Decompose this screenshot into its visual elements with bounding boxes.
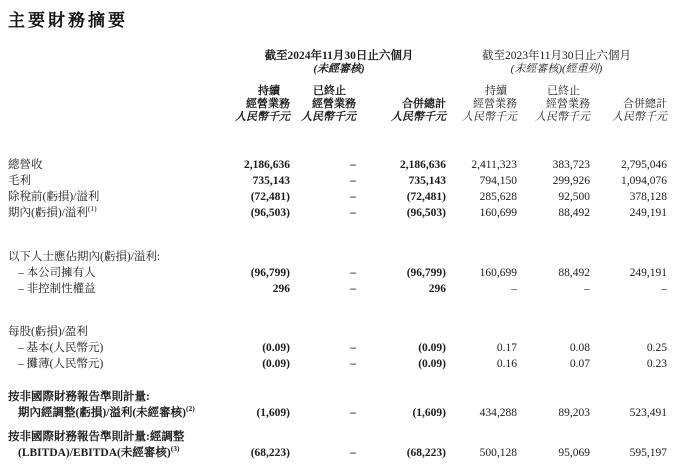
spacer-cell — [8, 297, 667, 324]
unit-label: 人民幣千元 — [301, 111, 356, 123]
column-header-combined-2024: 合併總計 — [402, 98, 446, 110]
table-row — [8, 405, 667, 421]
value-cell: 735,143 — [408, 175, 446, 187]
column-header-combined-2023: 合併總計 — [623, 98, 668, 110]
spacer-cell — [8, 372, 667, 389]
value-cell: (0.09) — [262, 342, 290, 354]
value-cell: (0.09) — [418, 358, 446, 370]
spacer-row — [8, 221, 667, 249]
label-column-spacer — [8, 63, 232, 85]
value-cell: – — [350, 267, 356, 279]
table-body — [8, 124, 667, 461]
value-cell: – — [350, 159, 356, 171]
column-header-discontinued-2024: 已終止 經營業務 — [312, 85, 356, 110]
table-row — [8, 205, 667, 221]
unit-label: 人民幣千元 — [462, 111, 517, 123]
value-cell — [446, 249, 517, 265]
table-row — [8, 173, 667, 189]
value-cell: 249,191 — [629, 207, 668, 219]
value-cell: 296 — [272, 283, 290, 295]
spacer-cell — [8, 221, 667, 249]
value-cell — [446, 324, 517, 340]
financial-summary-table — [8, 50, 667, 461]
unit-label: 人民幣千元 — [235, 111, 290, 123]
value-cell: (1,609) — [412, 407, 446, 419]
value-cell: 2,411,323 — [471, 159, 517, 171]
value-cell: – — [350, 191, 356, 203]
value-cell: (96,503) — [250, 207, 290, 219]
column-header-row — [8, 85, 667, 111]
value-cell — [232, 389, 290, 405]
value-cell: 88,492 — [558, 207, 590, 219]
value-cell: – — [350, 283, 356, 295]
spacer-row — [8, 124, 667, 157]
spacer-cell — [8, 421, 667, 429]
value-cell: 0.17 — [496, 342, 517, 354]
column-header-continuing-2024: 持續 經營業務 — [246, 85, 290, 110]
unit-row — [8, 111, 667, 124]
footnote-ref: (1) — [87, 204, 97, 214]
value-cell: 378,128 — [629, 191, 668, 203]
value-cell: (0.09) — [418, 342, 446, 354]
value-cell — [517, 249, 590, 265]
table-row — [8, 324, 667, 340]
row-label: – 基本(人民幣元) — [18, 342, 104, 354]
value-cell: (68,223) — [406, 447, 446, 459]
value-cell: 500,128 — [479, 447, 517, 459]
value-cell: – — [350, 342, 356, 354]
period-note-2024: (未經審核) — [313, 63, 365, 75]
value-cell — [517, 324, 590, 340]
row-label: 總營收 — [8, 159, 43, 171]
unit-label: 人民幣千元 — [612, 111, 668, 123]
table-row — [8, 356, 667, 372]
table-row — [8, 445, 667, 461]
value-cell: (96,799) — [406, 267, 446, 279]
footnote-ref: (2) — [186, 404, 195, 414]
value-cell: 1,094,076 — [621, 175, 668, 187]
table-row — [8, 389, 667, 405]
value-cell — [590, 429, 667, 445]
value-cell: – — [350, 407, 356, 419]
value-cell: – — [511, 283, 517, 295]
label-column-spacer — [8, 50, 232, 63]
value-cell: (0.09) — [262, 358, 290, 370]
value-cell — [290, 429, 356, 445]
period-note-2023: (未經審核)(經重列) — [510, 63, 603, 75]
value-cell: 285,628 — [479, 191, 517, 203]
row-label: 期內(虧損)/溢利$^{(1)}$ — [8, 204, 97, 219]
row-label: (LBITDA)/EBITDA(未經審核)$^{(3)}$ — [18, 444, 180, 459]
value-cell — [590, 324, 667, 340]
table-row — [8, 429, 667, 445]
row-label: 每股(虧損)/盈利 — [8, 326, 88, 338]
value-cell: 2,795,046 — [621, 159, 668, 171]
value-cell: – — [350, 447, 356, 459]
period-note-row — [8, 63, 667, 85]
value-cell — [356, 249, 446, 265]
value-cell: 595,197 — [629, 447, 668, 459]
period-header-2023: 截至2023年11月30日止六個月 — [481, 50, 632, 62]
value-cell: – — [350, 358, 356, 370]
value-cell: – — [661, 283, 668, 295]
value-cell: (96,799) — [250, 267, 290, 279]
row-label: 按非國際財務報告準則計量:經調整 — [8, 431, 185, 443]
row-label: 毛利 — [8, 175, 31, 187]
value-cell: 95,069 — [558, 447, 590, 459]
value-cell: 523,491 — [629, 407, 668, 419]
row-label: 按非國際財務報告準則計量: — [8, 391, 150, 403]
value-cell — [290, 389, 356, 405]
value-cell: (1,609) — [256, 407, 290, 419]
value-cell — [356, 324, 446, 340]
value-cell — [590, 389, 667, 405]
table-row — [8, 340, 667, 356]
value-cell — [356, 389, 446, 405]
row-label: 除稅前(虧損)/溢利 — [8, 191, 100, 203]
value-cell: 89,203 — [558, 407, 590, 419]
spacer-cell — [8, 124, 667, 157]
value-cell: 383,723 — [552, 159, 590, 171]
page-title: 主要財務摘要 — [8, 11, 128, 30]
value-cell — [232, 429, 290, 445]
value-cell: – — [350, 207, 356, 219]
value-cell: 160,699 — [479, 207, 517, 219]
value-cell: 0.08 — [569, 342, 590, 354]
table-row — [8, 189, 667, 205]
footnote-ref: (3) — [170, 444, 180, 454]
value-cell — [590, 249, 667, 265]
value-cell: 88,492 — [558, 267, 590, 279]
value-cell: (72,481) — [250, 191, 290, 203]
value-cell: 2,186,636 — [244, 159, 290, 171]
row-label: 以下人士應佔期內(虧損)/溢利: — [8, 251, 161, 263]
unit-label: 人民幣千元 — [391, 111, 446, 123]
value-cell: (68,223) — [250, 447, 290, 459]
value-cell: 794,150 — [479, 175, 517, 187]
table-row — [8, 249, 667, 265]
spacer-row — [8, 297, 667, 324]
period-header-row — [8, 50, 667, 63]
value-cell: (72,481) — [406, 191, 446, 203]
value-cell — [517, 429, 590, 445]
value-cell: 299,926 — [552, 175, 590, 187]
value-cell — [232, 324, 290, 340]
column-header-discontinued-2023: 已終止 經營業務 — [546, 85, 590, 110]
value-cell: – — [584, 283, 590, 295]
row-label: – 非控制性權益 — [18, 283, 96, 295]
table-row — [8, 265, 667, 281]
value-cell: 434,288 — [479, 407, 517, 419]
value-cell — [446, 429, 517, 445]
value-cell: – — [350, 175, 356, 187]
value-cell: 92,500 — [558, 191, 590, 203]
value-cell: 160,699 — [479, 267, 517, 279]
value-cell: 735,143 — [252, 175, 290, 187]
value-cell: 0.23 — [646, 358, 668, 370]
spacer-row — [8, 421, 667, 429]
column-header-continuing-2023: 持續 經營業務 — [473, 85, 517, 110]
spacer-row — [8, 372, 667, 389]
value-cell — [290, 324, 356, 340]
value-cell: 0.16 — [496, 358, 517, 370]
value-cell — [517, 389, 590, 405]
value-cell — [446, 389, 517, 405]
row-label: – 攤薄(人民幣元) — [18, 358, 104, 370]
value-cell — [232, 249, 290, 265]
period-header-2024: 截至2024年11月30日止六個月 — [264, 50, 414, 62]
table-row — [8, 157, 667, 173]
label-column-spacer — [8, 85, 232, 111]
label-column-spacer — [8, 111, 232, 124]
value-cell: (96,503) — [406, 207, 446, 219]
value-cell: 0.25 — [646, 342, 668, 354]
row-label: – 本公司擁有人 — [18, 267, 96, 279]
value-cell: 0.07 — [569, 358, 590, 370]
row-label: 期內經調整(虧損)/溢利(未經審核)$^{(2)}$ — [18, 404, 195, 419]
value-cell — [290, 249, 356, 265]
value-cell: 2,186,636 — [400, 159, 446, 171]
value-cell — [356, 429, 446, 445]
value-cell: 296 — [428, 283, 446, 295]
table-row — [8, 281, 667, 297]
value-cell: 249,191 — [629, 267, 668, 279]
unit-label: 人民幣千元 — [535, 111, 590, 123]
